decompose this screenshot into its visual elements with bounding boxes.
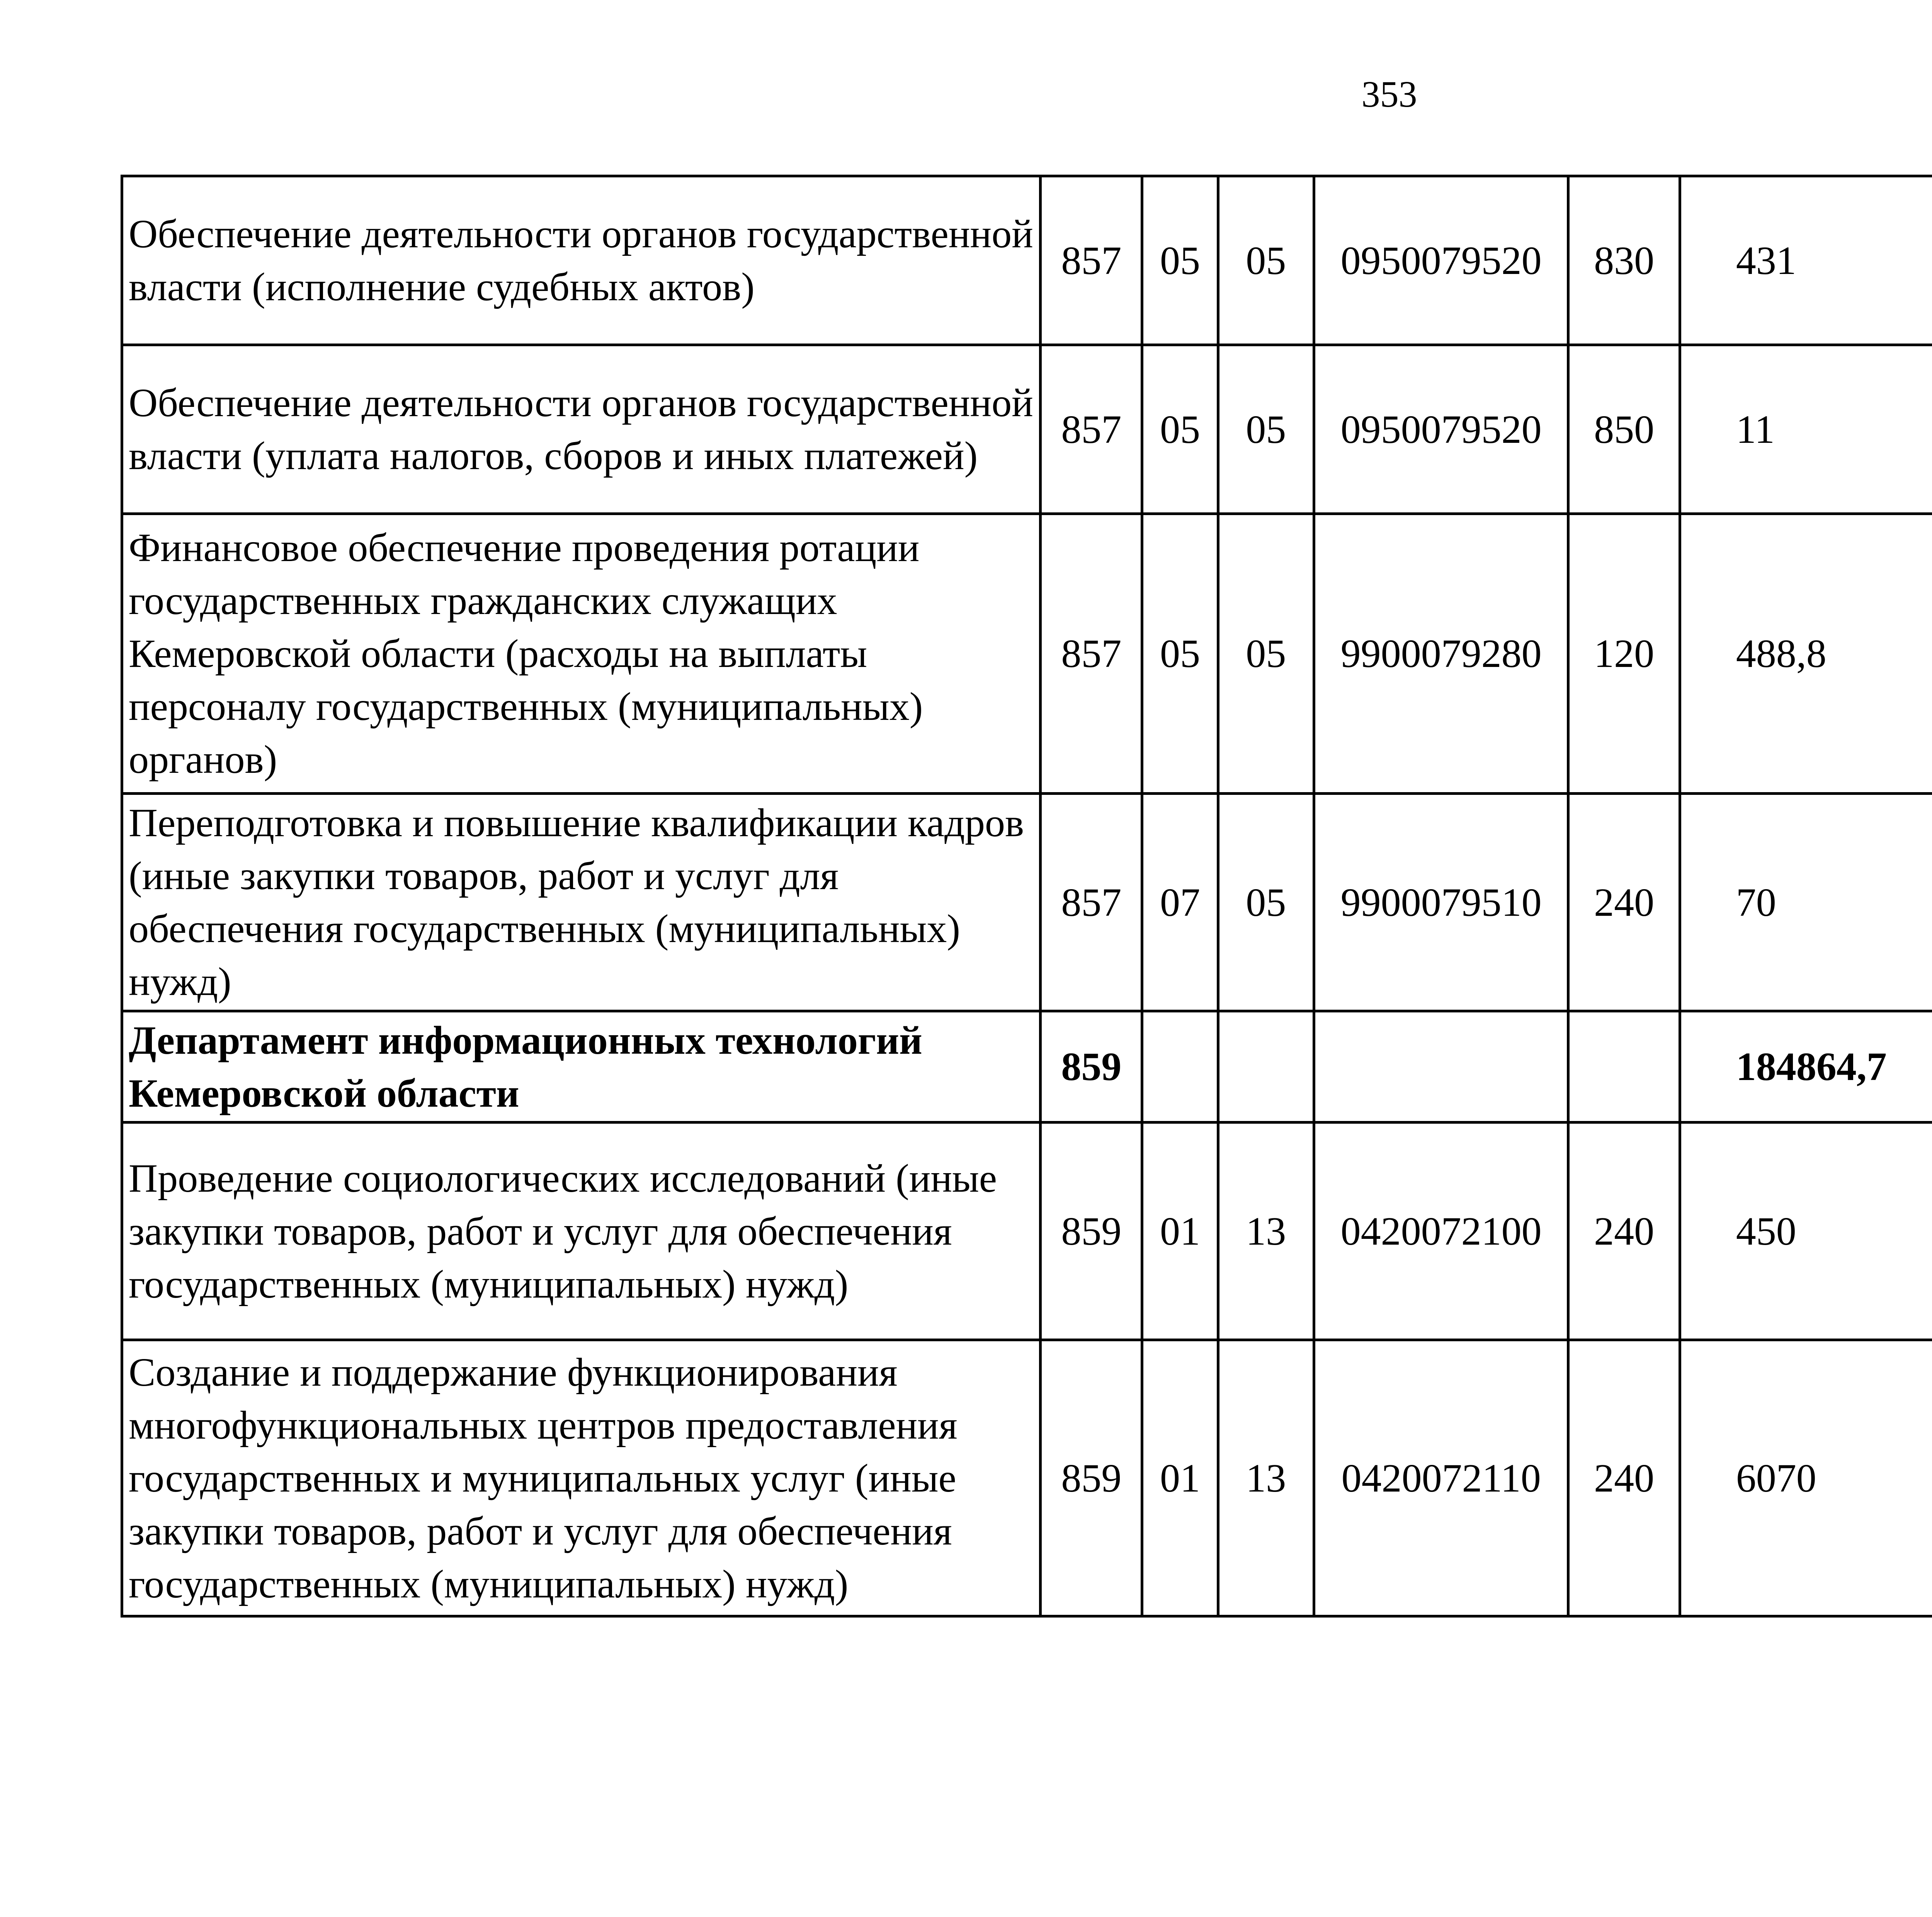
- subsection-code-cell: [1218, 1011, 1314, 1123]
- row-description-text: Финансовое обеспечение проведения ротации государственных гражданских служащих Кемеровской области (расходы на выплаты персоналу государственных (муниципальных) органов): [129, 526, 923, 782]
- subsection-code-cell: 05: [1218, 794, 1314, 1011]
- amount-year1-cell: 6070: [1680, 1340, 1932, 1616]
- section-code-cell: 05: [1142, 514, 1218, 794]
- section-code-cell: 01: [1142, 1123, 1218, 1340]
- amount-year1-cell: 70: [1680, 794, 1932, 1011]
- department-code-cell: 857: [1041, 514, 1142, 794]
- row-description-text: Обеспечение деятельности органов государственной власти (уплата налогов, сборов и иных платежей): [129, 381, 1033, 478]
- section-code-cell: 07: [1142, 794, 1218, 1011]
- section-code-cell: 05: [1142, 176, 1218, 345]
- target-article-code-cell: [1314, 1011, 1568, 1123]
- row-description: [122, 1340, 1041, 1616]
- section-code-cell: [1142, 1011, 1218, 1123]
- table-row-department-total: [122, 1011, 1932, 1123]
- amount-year1-cell: 11: [1680, 345, 1932, 514]
- table-row: [122, 1123, 1932, 1340]
- row-description: [122, 514, 1041, 794]
- expense-type-code-cell: 120: [1568, 514, 1680, 794]
- target-article-code-cell: 0420072100: [1314, 1123, 1568, 1340]
- target-article-code-cell: 9900079510: [1314, 794, 1568, 1011]
- department-code-cell: 857: [1041, 345, 1142, 514]
- row-description: [122, 1011, 1041, 1123]
- row-description-text: Департамент информационных технологий Кемеровской области: [129, 1018, 922, 1116]
- department-code-cell: 859: [1041, 1011, 1142, 1123]
- subsection-code-cell: 05: [1218, 514, 1314, 794]
- table-row: [122, 345, 1932, 514]
- amount-year1-cell: 450: [1680, 1123, 1932, 1340]
- amount-year1-cell: 184864,7: [1680, 1011, 1932, 1123]
- table-row: [122, 176, 1932, 345]
- amount-year1-cell: 431: [1680, 176, 1932, 345]
- subsection-code-cell: 13: [1218, 1340, 1314, 1616]
- row-description-text: Обеспечение деятельности органов государственной власти (исполнение судебных актов): [129, 212, 1033, 309]
- row-description: [122, 794, 1041, 1011]
- row-description-text: Проведение социологических исследований (иные закупки товаров, работ и услуг для обеспечения государственных (муниципальных) нужд): [129, 1156, 997, 1306]
- table-row: [122, 794, 1932, 1011]
- row-description-text: Переподготовка и повышение квалификации кадров (иные закупки товаров, работ и услуг для обеспечения государственных (муниципальных) нужд): [129, 801, 1024, 1004]
- expense-type-code-cell: 240: [1568, 1340, 1680, 1616]
- department-code-cell: 857: [1041, 176, 1142, 345]
- row-description-text: Создание и поддержание функционирования многофункциональных центров предоставления государственных и муниципальных услуг (иные закупки товаров, работ и услуг для обеспечения государственных (муниципальных) нужд): [129, 1350, 957, 1606]
- expense-type-code-cell: [1568, 1011, 1680, 1123]
- table-row: [122, 514, 1932, 794]
- expense-type-code-cell: 240: [1568, 794, 1680, 1011]
- subsection-code-cell: 05: [1218, 176, 1314, 345]
- row-description: [122, 176, 1041, 345]
- target-article-code-cell: 0950079520: [1314, 345, 1568, 514]
- row-description: [122, 1123, 1041, 1340]
- target-article-code-cell: 0420072110: [1314, 1340, 1568, 1616]
- section-code-cell: 05: [1142, 345, 1218, 514]
- target-article-code-cell: 0950079520: [1314, 176, 1568, 345]
- expense-type-code-cell: 830: [1568, 176, 1680, 345]
- row-description: [122, 345, 1041, 514]
- department-code-cell: 857: [1041, 794, 1142, 1011]
- expense-type-code-cell: 240: [1568, 1123, 1680, 1340]
- department-code-cell: 859: [1041, 1340, 1142, 1616]
- department-code-cell: 859: [1041, 1123, 1142, 1340]
- subsection-code-cell: 05: [1218, 345, 1314, 514]
- page-number: 353: [1361, 73, 1417, 115]
- amount-year1-cell: 488,8: [1680, 514, 1932, 794]
- budget-table: [121, 175, 1932, 1618]
- section-code-cell: 01: [1142, 1340, 1218, 1616]
- target-article-code-cell: 9900079280: [1314, 514, 1568, 794]
- subsection-code-cell: 13: [1218, 1123, 1314, 1340]
- table-row: [122, 1340, 1932, 1616]
- expense-type-code-cell: 850: [1568, 345, 1680, 514]
